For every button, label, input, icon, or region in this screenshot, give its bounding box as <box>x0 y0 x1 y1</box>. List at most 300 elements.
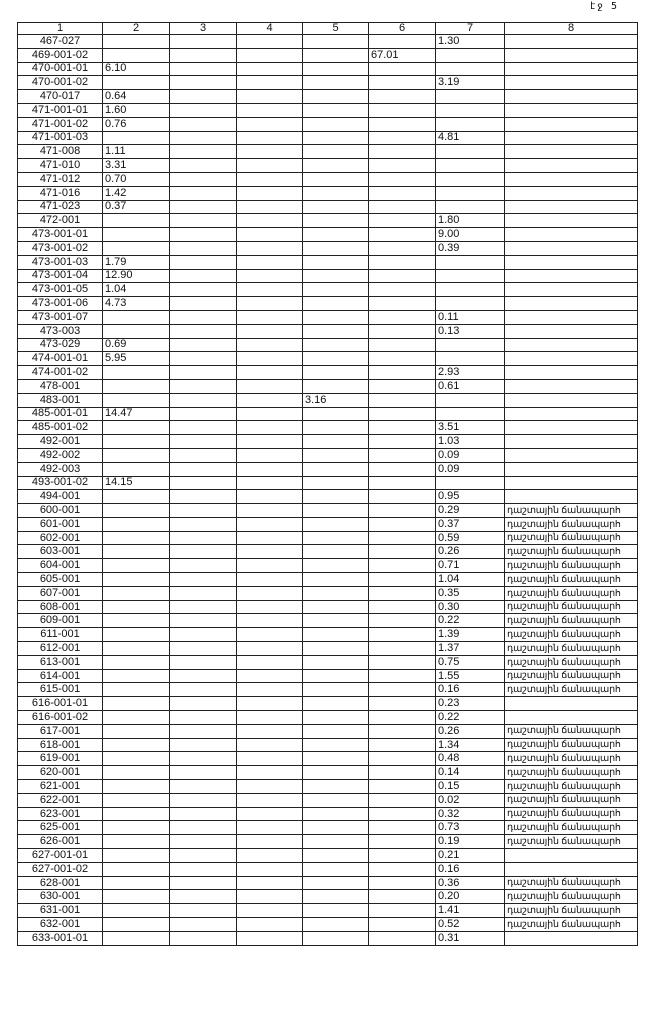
cell-col-6 <box>369 614 436 628</box>
cell-col-6 <box>369 200 436 214</box>
cell-col-2 <box>103 904 170 918</box>
cell-col-7 <box>436 255 505 269</box>
header-row <box>18 23 638 35</box>
cell-col-4 <box>237 214 303 228</box>
cell-col-2 <box>103 862 170 876</box>
cell-col-8 <box>505 393 638 407</box>
cell-col-4 <box>237 711 303 725</box>
table-row <box>18 642 638 656</box>
cell-col-6 <box>369 573 436 587</box>
cell-col-3 <box>170 545 237 559</box>
cell-col-7: 0.39 <box>436 241 505 255</box>
cell-col-2 <box>103 918 170 932</box>
table-row <box>18 62 638 76</box>
cell-col-3 <box>170 683 237 697</box>
table-row <box>18 90 638 104</box>
cell-col-8: դաշտային ճանապարհ <box>505 890 638 904</box>
cell-col-3 <box>170 421 237 435</box>
cell-col-2 <box>103 669 170 683</box>
cell-col-8 <box>505 186 638 200</box>
cell-col-5 <box>303 573 369 587</box>
cell-col-8 <box>505 90 638 104</box>
cell-col-5 <box>303 697 369 711</box>
cell-col-4 <box>237 310 303 324</box>
cell-col-8 <box>505 352 638 366</box>
cell-col-6: 67.01 <box>369 48 436 62</box>
cell-col-3 <box>170 448 237 462</box>
cell-col-7: 9.00 <box>436 228 505 242</box>
cell-col-3 <box>170 849 237 863</box>
cell-col-7 <box>436 269 505 283</box>
cell-col-2: 5.95 <box>103 352 170 366</box>
cell-col-7: 0.09 <box>436 462 505 476</box>
cell-col-3 <box>170 504 237 518</box>
cell-col-2 <box>103 379 170 393</box>
cell-col-1: 616-001-01 <box>18 697 103 711</box>
cell-col-4 <box>237 76 303 90</box>
cell-col-3 <box>170 559 237 573</box>
cell-col-7: 0.31 <box>436 931 505 945</box>
table-row <box>18 793 638 807</box>
cell-col-3 <box>170 711 237 725</box>
cell-col-1: 473-001-01 <box>18 228 103 242</box>
cell-col-3 <box>170 407 237 421</box>
cell-col-1: 618-001 <box>18 738 103 752</box>
cell-col-8 <box>505 490 638 504</box>
table-row <box>18 655 638 669</box>
cell-col-3 <box>170 573 237 587</box>
cell-col-7: 1.34 <box>436 738 505 752</box>
cell-col-4 <box>237 448 303 462</box>
cell-col-3 <box>170 241 237 255</box>
cell-col-8: դաշտային ճանապարհ <box>505 807 638 821</box>
cell-col-2 <box>103 724 170 738</box>
cell-col-2 <box>103 738 170 752</box>
cell-col-1: 633-001-01 <box>18 931 103 945</box>
cell-col-2 <box>103 531 170 545</box>
cell-col-6 <box>369 545 436 559</box>
cell-col-7: 1.03 <box>436 435 505 449</box>
cell-col-7: 0.30 <box>436 600 505 614</box>
cell-col-1: 471-008 <box>18 145 103 159</box>
cell-col-7: 3.19 <box>436 76 505 90</box>
cell-col-8: դաշտային ճանապարհ <box>505 683 638 697</box>
cell-col-5 <box>303 918 369 932</box>
table-row <box>18 807 638 821</box>
cell-col-1: 627-001-02 <box>18 862 103 876</box>
cell-col-1: 483-001 <box>18 393 103 407</box>
cell-col-4 <box>237 421 303 435</box>
cell-col-2 <box>103 228 170 242</box>
cell-col-7: 0.61 <box>436 379 505 393</box>
cell-col-8: դաշտային ճանապարհ <box>505 780 638 794</box>
cell-col-3 <box>170 172 237 186</box>
cell-col-3 <box>170 228 237 242</box>
cell-col-8 <box>505 255 638 269</box>
cell-col-7: 0.35 <box>436 586 505 600</box>
cell-col-5 <box>303 890 369 904</box>
cell-col-2 <box>103 490 170 504</box>
cell-col-3 <box>170 835 237 849</box>
cell-col-7 <box>436 393 505 407</box>
cell-col-2 <box>103 600 170 614</box>
cell-col-8: դաշտային ճանապարհ <box>505 600 638 614</box>
cell-col-1: 470-017 <box>18 90 103 104</box>
cell-col-7: 0.15 <box>436 780 505 794</box>
cell-col-2 <box>103 890 170 904</box>
cell-col-4 <box>237 379 303 393</box>
cell-col-4 <box>237 145 303 159</box>
cell-col-4 <box>237 724 303 738</box>
table-row <box>18 931 638 945</box>
cell-col-4 <box>237 103 303 117</box>
cell-col-1: 625-001 <box>18 821 103 835</box>
cell-col-7: 0.26 <box>436 724 505 738</box>
cell-col-5 <box>303 352 369 366</box>
table-row <box>18 435 638 449</box>
cell-col-3 <box>170 600 237 614</box>
cell-col-1: 473-001-05 <box>18 283 103 297</box>
cell-col-4 <box>237 655 303 669</box>
table-row <box>18 393 638 407</box>
cell-col-5 <box>303 931 369 945</box>
cell-col-5 <box>303 780 369 794</box>
cell-col-1: 473-001-07 <box>18 310 103 324</box>
cell-col-5 <box>303 600 369 614</box>
table-row <box>18 145 638 159</box>
cell-col-7 <box>436 159 505 173</box>
table-row <box>18 766 638 780</box>
column-header: 6 <box>369 23 436 35</box>
cell-col-8: դաշտային ճանապարհ <box>505 724 638 738</box>
cell-col-5 <box>303 35 369 49</box>
cell-col-1: 608-001 <box>18 600 103 614</box>
cell-col-7: 0.19 <box>436 835 505 849</box>
cell-col-1: 611-001 <box>18 628 103 642</box>
cell-col-5 <box>303 876 369 890</box>
cell-col-1: 474-001-02 <box>18 366 103 380</box>
cell-col-4 <box>237 835 303 849</box>
cell-col-5 <box>303 324 369 338</box>
cell-col-3 <box>170 352 237 366</box>
cell-col-4 <box>237 766 303 780</box>
cell-col-1: 471-001-03 <box>18 131 103 145</box>
cell-col-8 <box>505 131 638 145</box>
cell-col-7: 0.23 <box>436 697 505 711</box>
cell-col-6 <box>369 407 436 421</box>
cell-col-4 <box>237 228 303 242</box>
cell-col-2 <box>103 573 170 587</box>
cell-col-8: դաշտային ճանապարհ <box>505 766 638 780</box>
cell-col-4 <box>237 490 303 504</box>
cell-col-8 <box>505 366 638 380</box>
cell-col-2 <box>103 683 170 697</box>
cell-col-3 <box>170 366 237 380</box>
cell-col-2 <box>103 462 170 476</box>
cell-col-6 <box>369 766 436 780</box>
cell-col-8 <box>505 435 638 449</box>
cell-col-7: 0.37 <box>436 517 505 531</box>
cell-col-6 <box>369 821 436 835</box>
cell-col-7: 1.41 <box>436 904 505 918</box>
cell-col-5 <box>303 76 369 90</box>
cell-col-3 <box>170 642 237 656</box>
cell-col-6 <box>369 90 436 104</box>
cell-col-4 <box>237 642 303 656</box>
cell-col-7 <box>436 62 505 76</box>
cell-col-8 <box>505 310 638 324</box>
table-row <box>18 849 638 863</box>
cell-col-7: 0.16 <box>436 862 505 876</box>
cell-col-2: 0.69 <box>103 338 170 352</box>
cell-col-5 <box>303 586 369 600</box>
cell-col-5 <box>303 614 369 628</box>
table-row <box>18 448 638 462</box>
cell-col-1: 478-001 <box>18 379 103 393</box>
cell-col-4 <box>237 573 303 587</box>
cell-col-2: 1.04 <box>103 283 170 297</box>
cell-col-7 <box>436 48 505 62</box>
table-row <box>18 283 638 297</box>
cell-col-1: 471-012 <box>18 172 103 186</box>
cell-col-8: դաշտային ճանապարհ <box>505 586 638 600</box>
cell-col-1: 631-001 <box>18 904 103 918</box>
table-row <box>18 214 638 228</box>
cell-col-5 <box>303 711 369 725</box>
cell-col-7 <box>436 90 505 104</box>
cell-col-1: 621-001 <box>18 780 103 794</box>
cell-col-8: դաշտային ճանապարհ <box>505 655 638 669</box>
cell-col-8 <box>505 697 638 711</box>
cell-col-4 <box>237 931 303 945</box>
cell-col-8 <box>505 283 638 297</box>
cell-col-5 <box>303 214 369 228</box>
cell-col-8 <box>505 407 638 421</box>
cell-col-3 <box>170 214 237 228</box>
cell-col-1: 613-001 <box>18 655 103 669</box>
cell-col-6 <box>369 393 436 407</box>
cell-col-8 <box>505 931 638 945</box>
cell-col-7: 0.32 <box>436 807 505 821</box>
cell-col-3 <box>170 103 237 117</box>
cell-col-8 <box>505 145 638 159</box>
cell-col-8: դաշտային ճանապարհ <box>505 531 638 545</box>
cell-col-6 <box>369 669 436 683</box>
cell-col-3 <box>170 62 237 76</box>
cell-col-4 <box>237 780 303 794</box>
cell-col-6 <box>369 931 436 945</box>
cell-col-4 <box>237 614 303 628</box>
cell-col-5 <box>303 448 369 462</box>
cell-col-6 <box>369 117 436 131</box>
cell-col-2 <box>103 448 170 462</box>
cell-col-6 <box>369 421 436 435</box>
table-row <box>18 76 638 90</box>
cell-col-5 <box>303 766 369 780</box>
cell-col-6 <box>369 683 436 697</box>
cell-col-6 <box>369 655 436 669</box>
cell-col-6 <box>369 145 436 159</box>
cell-col-2 <box>103 586 170 600</box>
table-row <box>18 324 638 338</box>
cell-col-2 <box>103 241 170 255</box>
cell-col-8 <box>505 297 638 311</box>
table-row <box>18 531 638 545</box>
table-row <box>18 117 638 131</box>
cell-col-1: 614-001 <box>18 669 103 683</box>
cell-col-5 <box>303 642 369 656</box>
cell-col-8 <box>505 76 638 90</box>
cell-col-1: 626-001 <box>18 835 103 849</box>
cell-col-8 <box>505 200 638 214</box>
cell-col-8 <box>505 172 638 186</box>
table-row <box>18 586 638 600</box>
cell-col-6 <box>369 103 436 117</box>
cell-col-2: 0.76 <box>103 117 170 131</box>
table-row <box>18 711 638 725</box>
cell-col-8 <box>505 338 638 352</box>
cell-col-5 <box>303 545 369 559</box>
cell-col-8: դաշտային ճանապարհ <box>505 642 638 656</box>
cell-col-8: դաշտային ճանապարհ <box>505 614 638 628</box>
table-row <box>18 338 638 352</box>
cell-col-6 <box>369 352 436 366</box>
cell-col-2 <box>103 697 170 711</box>
cell-col-4 <box>237 849 303 863</box>
table-row <box>18 476 638 490</box>
cell-col-4 <box>237 172 303 186</box>
cell-col-4 <box>237 807 303 821</box>
table-row <box>18 159 638 173</box>
cell-col-5 <box>303 379 369 393</box>
cell-col-3 <box>170 876 237 890</box>
cell-col-4 <box>237 669 303 683</box>
cell-col-1: 494-001 <box>18 490 103 504</box>
cell-col-6 <box>369 918 436 932</box>
cell-col-4 <box>237 90 303 104</box>
cell-col-3 <box>170 780 237 794</box>
cell-col-1: 471-001-02 <box>18 117 103 131</box>
cell-col-7: 1.37 <box>436 642 505 656</box>
cell-col-2 <box>103 655 170 669</box>
cell-col-5 <box>303 297 369 311</box>
cell-col-6 <box>369 642 436 656</box>
cell-col-7: 4.81 <box>436 131 505 145</box>
cell-col-5 <box>303 655 369 669</box>
column-header: 1 <box>18 23 103 35</box>
cell-col-8 <box>505 214 638 228</box>
cell-col-1: 620-001 <box>18 766 103 780</box>
cell-col-2 <box>103 628 170 642</box>
cell-col-7: 1.04 <box>436 573 505 587</box>
cell-col-1: 600-001 <box>18 504 103 518</box>
cell-col-7 <box>436 283 505 297</box>
cell-col-6 <box>369 186 436 200</box>
cell-col-3 <box>170 890 237 904</box>
cell-col-3 <box>170 490 237 504</box>
cell-col-3 <box>170 931 237 945</box>
cell-col-8 <box>505 117 638 131</box>
cell-col-4 <box>237 586 303 600</box>
cell-col-8: դաշտային ճանապարհ <box>505 504 638 518</box>
cell-col-7: 0.13 <box>436 324 505 338</box>
cell-col-5 <box>303 103 369 117</box>
cell-col-5 <box>303 62 369 76</box>
cell-col-5 <box>303 531 369 545</box>
cell-col-8: դաշտային ճանապարհ <box>505 669 638 683</box>
cell-col-2 <box>103 435 170 449</box>
table-row <box>18 103 638 117</box>
cell-col-1: 607-001 <box>18 586 103 600</box>
table-row <box>18 573 638 587</box>
cell-col-6 <box>369 876 436 890</box>
cell-col-2: 1.11 <box>103 145 170 159</box>
cell-col-6 <box>369 228 436 242</box>
cell-col-3 <box>170 48 237 62</box>
cell-col-1: 485-001-02 <box>18 421 103 435</box>
cell-col-2 <box>103 504 170 518</box>
cell-col-6 <box>369 324 436 338</box>
cell-col-7: 0.22 <box>436 614 505 628</box>
table-row <box>18 407 638 421</box>
cell-col-7 <box>436 200 505 214</box>
cell-col-7 <box>436 297 505 311</box>
table-row <box>18 172 638 186</box>
cell-col-3 <box>170 379 237 393</box>
cell-col-2 <box>103 835 170 849</box>
column-header: 3 <box>170 23 237 35</box>
cell-col-7 <box>436 338 505 352</box>
cell-col-7: 2.93 <box>436 366 505 380</box>
table-row <box>18 462 638 476</box>
table-row <box>18 669 638 683</box>
cell-col-4 <box>237 862 303 876</box>
cell-col-6 <box>369 435 436 449</box>
cell-col-2 <box>103 393 170 407</box>
cell-col-8: դաշտային ճանապարհ <box>505 628 638 642</box>
cell-col-1: 492-002 <box>18 448 103 462</box>
cell-col-7: 0.48 <box>436 752 505 766</box>
table-row <box>18 628 638 642</box>
cell-col-4 <box>237 517 303 531</box>
table-row <box>18 904 638 918</box>
cell-col-1: 605-001 <box>18 573 103 587</box>
cell-col-5 <box>303 421 369 435</box>
cell-col-6 <box>369 586 436 600</box>
cell-col-3 <box>170 738 237 752</box>
table-row <box>18 835 638 849</box>
cell-col-5 <box>303 793 369 807</box>
cell-col-3 <box>170 904 237 918</box>
cell-col-3 <box>170 766 237 780</box>
cell-col-2: 1.79 <box>103 255 170 269</box>
cell-col-1: 473-001-03 <box>18 255 103 269</box>
cell-col-6 <box>369 476 436 490</box>
cell-col-4 <box>237 697 303 711</box>
cell-col-5 <box>303 559 369 573</box>
cell-col-1: 623-001 <box>18 807 103 821</box>
cell-col-1: 609-001 <box>18 614 103 628</box>
cell-col-5 <box>303 241 369 255</box>
cell-col-6 <box>369 76 436 90</box>
cell-col-1: 470-001-01 <box>18 62 103 76</box>
cell-col-6 <box>369 131 436 145</box>
cell-col-3 <box>170 200 237 214</box>
cell-col-5 <box>303 228 369 242</box>
cell-col-6 <box>369 504 436 518</box>
cell-col-3 <box>170 821 237 835</box>
cell-col-1: 493-001-02 <box>18 476 103 490</box>
